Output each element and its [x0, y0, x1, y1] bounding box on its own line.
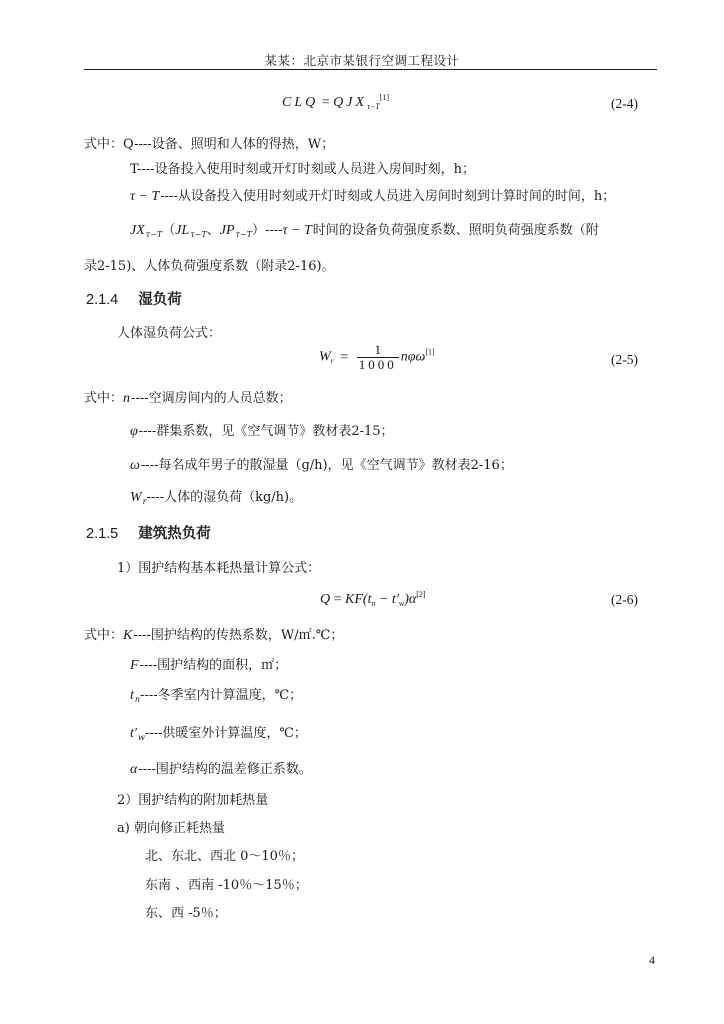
eq25-lhs-sub: r — [330, 356, 334, 366]
eq26-ref: [2] — [416, 590, 426, 599]
jl-sub: τ−T — [190, 230, 207, 239]
def-wr — [130, 486, 302, 506]
eq26-equals: = — [333, 592, 342, 607]
running-header: 某某：北京市某银行空调工程设计 — [264, 53, 460, 68]
jl-var: JL — [175, 223, 190, 238]
header-rule — [84, 69, 657, 70]
tn-def: ----冬季室内计算温度，℃； — [140, 688, 303, 703]
equation-2-6 — [320, 590, 426, 608]
phi-var: φ — [130, 424, 138, 439]
tn-sub: n — [134, 695, 141, 704]
eq26-w-sub: w — [398, 599, 405, 608]
def-tau — [130, 185, 615, 205]
omega-var: ω — [130, 458, 140, 473]
jx-var: JX — [130, 223, 145, 238]
list-item-1: 1）围护结构基本耗热量计算公式： — [117, 561, 321, 576]
jl-sep: 、 — [206, 223, 220, 238]
alpha-def: ----围护结构的温差修正系数。 — [138, 762, 312, 777]
jx-tau: τ − T — [282, 223, 312, 238]
def-alpha — [130, 758, 312, 778]
wr-sub: r — [142, 497, 147, 506]
eq26-kf: KF(t — [345, 592, 372, 607]
jx-def: 时间的设备负荷强度系数、照明负荷强度系数（附 — [312, 223, 599, 238]
jp-var: JP — [219, 223, 235, 238]
def-t: T----设备投入使用时刻或开灯时刻或人员进入房间时刻，h； — [130, 162, 475, 177]
list-item-2a: a) 朝向修正耗热量 — [117, 821, 225, 836]
section-title: 建筑热负荷 — [138, 526, 211, 542]
section-title: 湿负荷 — [138, 292, 182, 308]
section-number: 2.1.4 — [86, 292, 119, 308]
eq25-number: (2-5) — [611, 352, 638, 367]
eq25-equals: = — [340, 349, 349, 365]
eq25-lhs: W — [319, 349, 331, 365]
def-f — [130, 654, 287, 674]
alpha-var: α — [130, 762, 138, 777]
def-tn — [130, 684, 302, 704]
f-def: ----围护结构的面积，㎡； — [139, 658, 288, 673]
section-number: 2.1.5 — [86, 526, 119, 542]
tn-var: t — [130, 688, 134, 703]
orient-item-north: 北、东北、西北 0～10％； — [145, 849, 304, 864]
jl-open: （ — [162, 223, 176, 238]
section-heading-2-1-4 — [86, 288, 182, 309]
eq25-rhs: nφω — [400, 349, 426, 365]
eq25-ref: [1] — [425, 347, 435, 357]
orient-item-southeast: 东南 、西南 -10％～15％； — [145, 878, 308, 893]
def-phi — [130, 420, 394, 440]
orient-item-east-west: 东、西 -5％； — [145, 906, 227, 921]
wr-def: ----人体的湿负荷（kg/h)。 — [146, 490, 303, 505]
eq26-minus: − t′ — [375, 592, 399, 607]
def-k-prefix: 式中： — [84, 628, 124, 643]
eq25-frac-den: 1000 — [358, 357, 397, 372]
humidity-intro: 人体湿负荷公式： — [117, 326, 222, 341]
wr-var: W — [130, 490, 142, 505]
eq24-sub: τ−T — [367, 102, 380, 111]
def-omega — [130, 454, 513, 474]
omega-def: ----每名成年男子的散湿量（g/h)，见《空气调节》教材表2-16； — [140, 458, 513, 473]
tau-def: ----从设备投入使用时刻或开灯时刻或人员进入房间时刻到计算时间的时间，h； — [160, 189, 616, 204]
eq24-ref: [1] — [379, 93, 390, 102]
def-n — [84, 387, 292, 407]
k-var: K — [123, 628, 133, 643]
eq26-n-sub: n — [371, 599, 376, 608]
eq24-equals: = — [321, 95, 330, 110]
page-number: 4 — [649, 953, 655, 967]
eq26-number: (2-6) — [611, 592, 638, 607]
tw-sub: w — [137, 733, 145, 742]
jp-sub: τ−T — [235, 230, 252, 239]
k-def: ----围护结构的传热系数，W/㎡.℃； — [133, 628, 344, 643]
def-k — [84, 624, 343, 644]
eq26-lhs: Q — [320, 592, 331, 607]
eq25-frac-num: 1 — [374, 342, 381, 357]
def-q: 式中：Q----设备、照明和人体的得热，W； — [84, 137, 335, 152]
eq25-fraction — [357, 343, 399, 372]
list-item-2: 2）围护结构的附加耗热量 — [117, 793, 269, 808]
equation-2-5 — [319, 343, 435, 372]
def-n-prefix: 式中： — [84, 391, 124, 406]
tau-var: τ − T — [130, 189, 160, 204]
tw-var: t′ — [130, 726, 137, 741]
phi-def: ----群集系数，见《空气调节》教材表2-15； — [138, 424, 394, 439]
eq24-lhs: CLQ — [282, 95, 319, 110]
eq26-close: )α — [404, 592, 417, 607]
def-tw — [130, 722, 307, 742]
jx-sub: τ−T — [145, 230, 163, 239]
section-heading-2-1-5 — [86, 522, 211, 543]
jp-close: ）---- — [251, 223, 283, 238]
f-var: F — [130, 658, 139, 673]
eq24-rhs: QJX — [333, 95, 368, 110]
tw-def: ----供暖室外计算温度，℃； — [144, 726, 307, 741]
n-var: n — [123, 391, 131, 406]
n-def: ----空调房间内的人员总数； — [131, 391, 292, 406]
equation-2-4 — [282, 93, 389, 111]
def-jx-cont: 录2-15)、人体负荷强度系数（附录2-16)。 — [84, 259, 335, 274]
eq24-number: (2-4) — [611, 96, 638, 111]
def-jx — [130, 219, 599, 239]
